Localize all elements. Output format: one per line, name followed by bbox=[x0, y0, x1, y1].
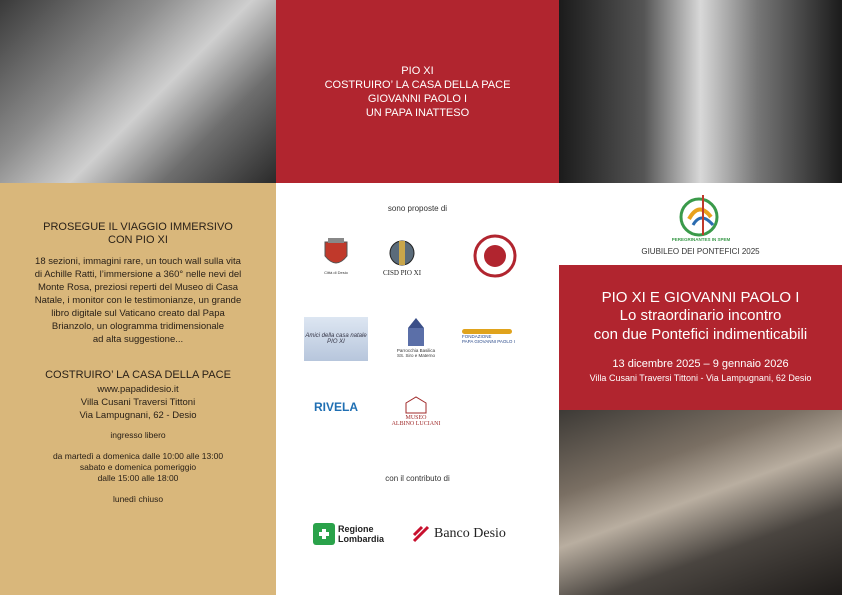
amici-label: Amici della casa natale PIO XI bbox=[305, 333, 367, 345]
closed-day: lunedì chiuso bbox=[112, 494, 164, 505]
entry-info: ingresso libero bbox=[110, 429, 166, 440]
hours bbox=[14, 451, 262, 484]
body-line: ad alta suggestione... bbox=[92, 334, 184, 345]
red-line-2: COSTRUIRO’ LA CASA DELLA PACE bbox=[324, 78, 511, 91]
museo-label-2: ALBINO LUCIANI bbox=[391, 421, 441, 427]
cisd-logo bbox=[372, 231, 432, 283]
left-title2: COSTRUIRO’ LA CASA DELLA PACE bbox=[45, 369, 231, 381]
parrocchia-label-1: Parrocchia Basilica bbox=[396, 348, 436, 353]
red-line-3: GIOVANNI PAOLO I bbox=[367, 92, 468, 105]
left-heading-2: CON PIO XI bbox=[108, 234, 168, 246]
hours-line: da martedì a domenica dalle 10:00 alle 13:00 bbox=[52, 451, 224, 462]
fondazione-label-1: FONDAZIONE bbox=[462, 333, 492, 339]
left-heading-1: PROSEGUE IL VIAGGIO IMMERSIVO bbox=[43, 221, 233, 233]
body-line: di Achille Ratti, l’immersione a 360° nelle nevi del bbox=[34, 269, 242, 280]
red-line-1: PIO XI bbox=[401, 64, 434, 77]
fondazione-logo bbox=[462, 321, 532, 351]
body-line: libro digitale sul Vaticano creato dal Papa bbox=[51, 308, 225, 319]
body-line: Monte Rosa, preziosi reperti del Museo di Casa bbox=[37, 282, 239, 293]
venue: Villa Cusani Traversi Tittoni bbox=[80, 396, 196, 408]
crest-icon bbox=[323, 238, 349, 270]
parrocchia-label-2: SS. Siro e Materno bbox=[396, 353, 436, 358]
parrocchia-logo bbox=[388, 313, 444, 363]
partners-panel bbox=[276, 183, 559, 595]
contribution-label: con il contributo di bbox=[385, 474, 450, 483]
website-link[interactable]: www.papadidesio.it bbox=[97, 383, 179, 395]
banco-desio-logo bbox=[412, 525, 506, 543]
rivela-label: RIVELA bbox=[313, 400, 358, 414]
title-red-panel bbox=[276, 0, 559, 183]
jubilee-caption: GIUBILEO DEI PONTEFICI 2025 bbox=[641, 247, 760, 256]
rivela-logo bbox=[306, 397, 366, 417]
basilica-icon bbox=[403, 318, 429, 348]
papal-crest-icon bbox=[388, 237, 416, 269]
proposed-by-label: sono proposte di bbox=[387, 204, 448, 213]
pio-xi-portrait bbox=[559, 0, 842, 183]
hours-line: sabato e domenica pomeriggio bbox=[79, 462, 197, 473]
amici-seal-logo bbox=[472, 233, 518, 279]
regione-line-2: Lombardia bbox=[338, 534, 385, 544]
jubilee-logo-icon bbox=[671, 191, 731, 241]
regione-lombardia-logo bbox=[313, 523, 384, 545]
subtitle-line-2: con due Pontefici indimenticabili bbox=[593, 326, 808, 343]
body-line: 18 sezioni, immagini rare, un touch wall sulla vita bbox=[35, 256, 241, 267]
museo-luciani-logo bbox=[386, 387, 446, 435]
red-line-4: UN PAPA INATTESO bbox=[365, 106, 470, 119]
jubilee-panel bbox=[559, 183, 842, 265]
sculptor-photo bbox=[0, 0, 276, 183]
cisd-label: CISD PIO XI bbox=[382, 269, 422, 277]
banco-label: Banco Desio bbox=[434, 526, 506, 541]
hours-line: dalle 15:00 alle 18:00 bbox=[97, 473, 179, 484]
address: Via Lampugnani, 62 - Desio bbox=[79, 409, 197, 421]
main-title: PIO XI E GIOVANNI PAOLO I bbox=[601, 289, 800, 306]
left-body bbox=[14, 255, 262, 346]
desio-crest-logo bbox=[316, 231, 356, 281]
desio-label: Città di Desio bbox=[324, 269, 348, 275]
event-dates: 13 dicembre 2025 – 9 gennaio 2026 bbox=[612, 358, 789, 370]
giovanni-paolo-i-photo bbox=[559, 410, 842, 595]
regione-line-1: Regione bbox=[338, 524, 374, 534]
church-icon bbox=[402, 395, 430, 415]
body-line: Natale, i monitor con le testimonianze, un grande bbox=[34, 295, 242, 306]
regione-text bbox=[338, 524, 384, 544]
banco-icon bbox=[412, 525, 430, 543]
body-line: Brianzolo, un ologramma tridimensionale bbox=[51, 321, 225, 332]
seal-icon bbox=[473, 234, 517, 278]
amici-casa-natale-logo bbox=[304, 317, 368, 361]
fondazione-label-2: PAPA GIOVANNI PAOLO I bbox=[462, 338, 515, 344]
event-location: Villa Cusani Traversi Tittoni - Via Lampugnani, 62 Desio bbox=[589, 373, 812, 383]
regione-icon bbox=[313, 523, 335, 545]
main-title-panel bbox=[559, 265, 842, 410]
subtitle-line-1: Lo straordinario incontro bbox=[619, 307, 782, 324]
museo-label-1: MUSEO bbox=[405, 415, 427, 421]
info-gold-panel bbox=[0, 183, 276, 595]
jubilee-logo-text: PEREGRINANTES IN SPEM bbox=[671, 237, 731, 242]
